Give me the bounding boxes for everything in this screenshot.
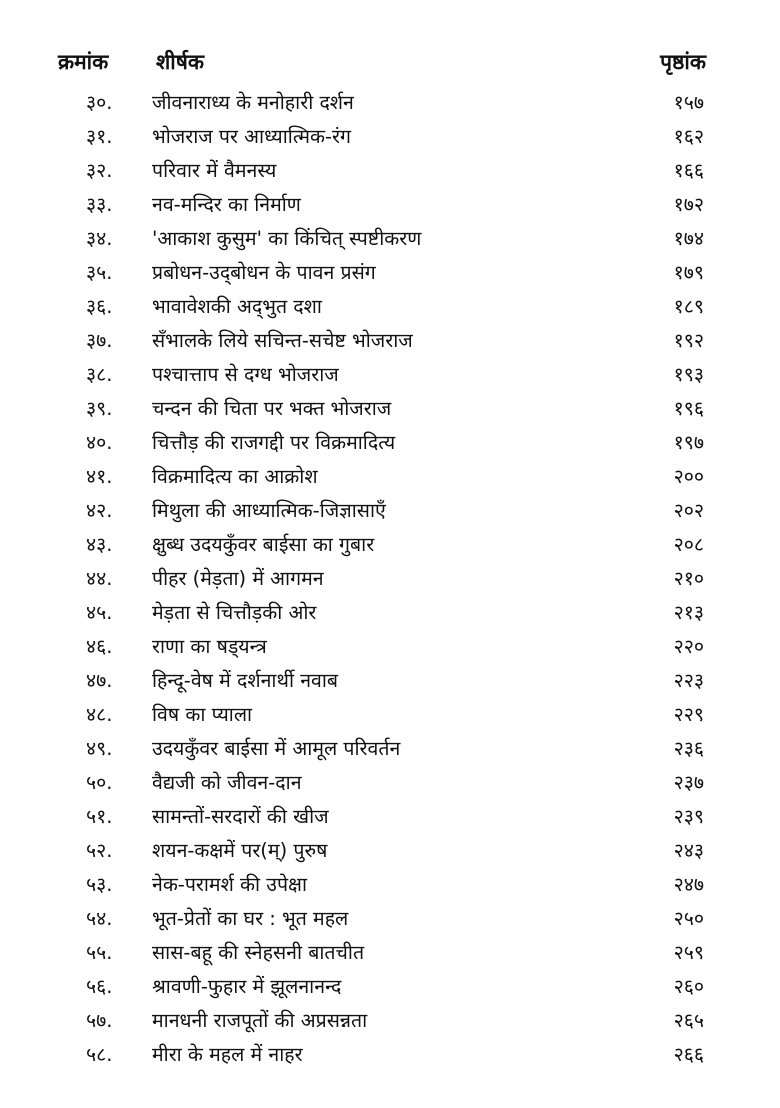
entry-page-number: २४३	[673, 839, 704, 862]
entry-title: भावावेशकी अद्‌भुत दशा	[152, 295, 322, 318]
toc-entry	[0, 630, 780, 664]
entry-number: ३१.	[86, 125, 113, 148]
entry-page-number: २५०	[673, 907, 704, 930]
entry-title: सँभालके लिये सचिन्त-सचेष्ट भोजराज	[152, 329, 413, 352]
toc-entry	[0, 154, 780, 188]
title-column-heading: शीर्षक	[156, 50, 204, 74]
toc-entry	[0, 222, 780, 256]
toc-entry	[0, 562, 780, 596]
entry-title: वैद्यजी को जीवन-दान	[152, 771, 302, 794]
entry-page-number: १७४	[673, 227, 704, 250]
entry-page-number: २२९	[673, 703, 704, 726]
entry-number: ४४.	[86, 567, 113, 590]
entry-title: क्षुब्ध उदयकुँवर बाईसा का गुबार	[152, 533, 375, 556]
entry-number: ३८.	[86, 363, 113, 386]
entry-title: नेक-परामर्श की उपेक्षा	[152, 873, 308, 896]
entry-title: श्रावणी-फुहार में झूलनानन्द	[152, 975, 342, 998]
entry-page-number: २०८	[673, 533, 704, 556]
toc-entry	[0, 188, 780, 222]
entry-number: ५६.	[86, 975, 113, 998]
entry-page-number: २३९	[673, 805, 704, 828]
entry-number: ३४.	[86, 227, 113, 250]
entry-number: ४३.	[86, 533, 113, 556]
entry-number: ४६.	[86, 635, 113, 658]
toc-entry	[0, 596, 780, 630]
entry-title: पीहर (मेड़ता) में आगमन	[152, 567, 324, 590]
toc-entry	[0, 698, 780, 732]
toc-entry	[0, 86, 780, 120]
page-column-heading: पृष्ठांक	[660, 50, 706, 74]
toc-entry	[0, 120, 780, 154]
entry-number: ३५.	[86, 261, 113, 284]
entry-page-number: १६६	[673, 159, 704, 182]
toc-entry	[0, 732, 780, 766]
entry-page-number: १७२	[673, 193, 704, 216]
entry-page-number: १९३	[673, 363, 704, 386]
entry-title: चित्तौड़ की राजगद्दी पर विक्रमादित्य	[152, 431, 396, 454]
entry-title: नव-मन्दिर का निर्माण	[152, 193, 301, 216]
toc-entry	[0, 834, 780, 868]
toc-entry	[0, 494, 780, 528]
entry-page-number: १६२	[673, 125, 704, 148]
entry-number: ३३.	[86, 193, 113, 216]
entry-title: मानधनी राजपूतों की अप्रसन्नता	[152, 1009, 368, 1032]
entry-page-number: २०२	[673, 499, 704, 522]
entry-page-number: २६०	[673, 975, 704, 998]
entry-number: ३२.	[86, 159, 113, 182]
entry-number: ५२.	[86, 839, 113, 862]
entry-number: ५४.	[86, 907, 113, 930]
entry-page-number: १९६	[673, 397, 704, 420]
entry-number: ३९.	[86, 397, 113, 420]
entry-number: ४५.	[86, 601, 113, 624]
entry-title: मेड़ता से चित्तौड़की ओर	[152, 601, 317, 624]
entry-title: भूत-प्रेतों का घर : भूत महल	[152, 907, 349, 930]
entry-title: विष का प्याला	[152, 703, 253, 726]
toc-entry	[0, 970, 780, 1004]
entry-number: ५८.	[86, 1043, 113, 1066]
toc-entries	[0, 86, 780, 1072]
entry-number: ४०.	[86, 431, 113, 454]
entry-page-number: २२०	[673, 635, 704, 658]
entry-page-number: २३६	[673, 737, 704, 760]
entry-title: पश्चात्ताप से दग्ध भोजराज	[152, 363, 339, 386]
entry-title: प्रबोधन-उद्‌बोधन के पावन प्रसंग	[152, 261, 376, 284]
entry-page-number: २२३	[673, 669, 704, 692]
entry-number: ४८.	[86, 703, 113, 726]
entry-title: जीवनाराध्य के मनोहारी दर्शन	[152, 91, 354, 114]
toc-entry	[0, 1038, 780, 1072]
entry-page-number: २००	[673, 465, 704, 488]
entry-title: भोजराज पर आध्यात्मिक-रंग	[152, 125, 351, 148]
toc-entry	[0, 290, 780, 324]
entry-page-number: २६५	[673, 1009, 704, 1032]
entry-title: उदयकुँवर बाईसा में आमूल परिवर्तन	[152, 737, 401, 760]
entry-title: सास-बहू की स्नेहसनी बातचीत	[152, 941, 365, 964]
entry-page-number: २१०	[673, 567, 704, 590]
toc-entry	[0, 936, 780, 970]
entry-number: ५१.	[86, 805, 113, 828]
entry-page-number: १९२	[673, 329, 704, 352]
entry-title: शयन-कक्षमें पर(म्) पुरुष	[152, 839, 328, 862]
toc-entry	[0, 324, 780, 358]
toc-entry	[0, 1004, 780, 1038]
entry-page-number: १८९	[673, 295, 704, 318]
entry-number: ५०.	[86, 771, 113, 794]
entry-number: ४७.	[86, 669, 113, 692]
toc-entry	[0, 256, 780, 290]
entry-number: ५३.	[86, 873, 113, 896]
entry-page-number: १७९	[673, 261, 704, 284]
entry-number: ५७.	[86, 1009, 113, 1032]
entry-title: राणा का षड्‌यन्त्र	[152, 635, 267, 658]
entry-number: ३६.	[86, 295, 113, 318]
entry-number: ५५.	[86, 941, 113, 964]
entry-title: मीरा के महल में नाहर	[152, 1043, 303, 1066]
entry-page-number: २३७	[673, 771, 704, 794]
entry-title: चन्दन की चिता पर भक्त भोजराज	[152, 397, 392, 420]
entry-title: मिथुला की आध्यात्मिक-जिज्ञासाएँ	[152, 499, 386, 522]
entry-number: ४९.	[86, 737, 113, 760]
toc-entry	[0, 664, 780, 698]
entry-page-number: १५७	[673, 91, 704, 114]
toc-entry	[0, 358, 780, 392]
toc-entry	[0, 902, 780, 936]
toc-entry	[0, 800, 780, 834]
toc-header	[0, 44, 780, 84]
toc-entry	[0, 392, 780, 426]
entry-page-number: २५९	[673, 941, 704, 964]
toc-entry	[0, 528, 780, 562]
entry-title: विक्रमादित्य का आक्रोश	[152, 465, 318, 488]
entry-number: ४२.	[86, 499, 113, 522]
entry-title: सामन्तों-सरदारों की खीज	[152, 805, 329, 828]
entry-title: 'आकाश कुसुम' का किंचित् स्पष्टीकरण	[152, 227, 422, 250]
number-column-heading: क्रमांक	[58, 50, 109, 74]
entry-page-number: २१३	[673, 601, 704, 624]
entry-number: ४१.	[86, 465, 113, 488]
entry-title: परिवार में वैमनस्य	[152, 159, 277, 182]
entry-title: हिन्दू-वेष में दर्शनार्थी नवाब	[152, 669, 339, 692]
entry-page-number: १९७	[673, 431, 704, 454]
entry-number: ३०.	[86, 91, 113, 114]
toc-entry	[0, 460, 780, 494]
entry-page-number: २६६	[673, 1043, 704, 1066]
toc-entry	[0, 868, 780, 902]
toc-entry	[0, 766, 780, 800]
toc-entry	[0, 426, 780, 460]
entry-number: ३७.	[86, 329, 113, 352]
entry-page-number: २४७	[673, 873, 704, 896]
